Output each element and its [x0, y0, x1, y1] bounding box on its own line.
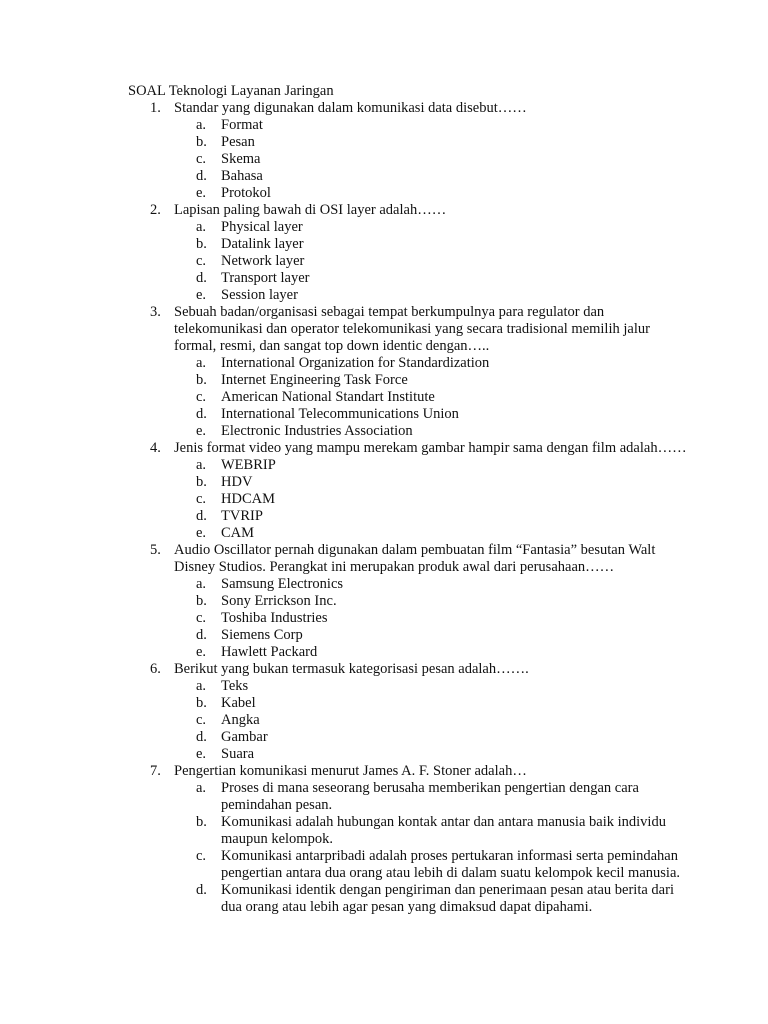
- option-text: Internet Engineering Task Force: [221, 372, 408, 388]
- question-item: [128, 542, 688, 661]
- answer-option: [174, 644, 688, 661]
- question-item: [128, 440, 688, 542]
- option-text: Pesan: [221, 134, 255, 150]
- answer-option: [174, 593, 688, 610]
- question-list: [128, 100, 688, 916]
- option-text: HDCAM: [221, 491, 275, 507]
- option-letter: b.: [196, 695, 207, 711]
- answer-option: [174, 525, 688, 542]
- answer-option: [174, 185, 688, 202]
- question-number: 2.: [150, 202, 161, 218]
- question-text: Sebuah badan/organisasi sebagai tempat berkumpulnya para regulator dan telekomunikasi dan operator telekomunikasi yang secara tradisional memilih jalur formal, resmi, dan sangat top down identic dengan…..: [174, 304, 650, 354]
- question-number: 5.: [150, 542, 161, 558]
- option-letter: e.: [196, 185, 207, 201]
- question-text: Berikut yang bukan termasuk kategorisasi pesan adalah…….: [174, 661, 529, 677]
- option-text: International Organization for Standardization: [221, 355, 490, 371]
- option-text: Komunikasi identik dengan pengiriman dan penerimaan pesan atau berita dari dua orang atau lebih agar pesan yang dimaksud dapat dipahami.: [221, 882, 674, 915]
- option-letter: a.: [196, 117, 207, 133]
- option-text: Kabel: [221, 695, 256, 711]
- option-text: Gambar: [221, 729, 268, 745]
- option-letter: c.: [196, 491, 207, 507]
- option-letter: d.: [196, 882, 207, 898]
- option-text: Format: [221, 117, 263, 133]
- option-letter: d.: [196, 168, 207, 184]
- answer-option: [174, 253, 688, 270]
- answer-option: [174, 423, 688, 440]
- option-letter: b.: [196, 814, 207, 830]
- answer-option: [174, 219, 688, 236]
- option-letter: b.: [196, 134, 207, 150]
- option-letter: a.: [196, 219, 207, 235]
- option-text: Skema: [221, 151, 261, 167]
- option-letter: b.: [196, 593, 207, 609]
- option-letter: d.: [196, 508, 207, 524]
- option-letter: a.: [196, 576, 207, 592]
- option-letter: a.: [196, 355, 207, 371]
- option-text: CAM: [221, 525, 255, 541]
- answer-option: [174, 372, 688, 389]
- answer-option: [174, 610, 688, 627]
- answer-options: [174, 576, 688, 661]
- answer-option: [174, 491, 688, 508]
- answer-option: [174, 848, 688, 882]
- option-letter: c.: [196, 610, 207, 626]
- option-text: Komunikasi adalah hubungan kontak antar dan antara manusia baik individu maupun kelompok.: [221, 814, 666, 847]
- answer-option: [174, 678, 688, 695]
- option-text: WEBRIP: [221, 457, 276, 473]
- answer-option: [174, 695, 688, 712]
- answer-option: [174, 882, 688, 916]
- answer-options: [174, 780, 688, 916]
- answer-option: [174, 287, 688, 304]
- question-number: 3.: [150, 304, 161, 320]
- option-text: Teks: [221, 678, 249, 694]
- option-letter: c.: [196, 389, 207, 405]
- option-letter: c.: [196, 712, 207, 728]
- option-text: Sony Errickson Inc.: [221, 593, 337, 609]
- option-text: Toshiba Industries: [221, 610, 328, 626]
- question-number: 7.: [150, 763, 161, 779]
- option-text: American National Standart Institute: [221, 389, 435, 405]
- answer-options: [174, 355, 688, 440]
- answer-option: [174, 151, 688, 168]
- answer-option: [174, 457, 688, 474]
- option-text: Datalink layer: [221, 236, 304, 252]
- answer-option: [174, 270, 688, 287]
- option-letter: b.: [196, 372, 207, 388]
- option-text: TVRIP: [221, 508, 263, 524]
- option-letter: b.: [196, 474, 207, 490]
- option-letter: a.: [196, 678, 207, 694]
- option-letter: e.: [196, 644, 207, 660]
- question-item: [128, 202, 688, 304]
- answer-option: [174, 406, 688, 423]
- question-text: Audio Oscillator pernah digunakan dalam pembuatan film “Fantasia” besutan Walt Disney Studios. Perangkat ini merupakan produk awal dari perusahaan……: [174, 542, 656, 575]
- option-letter: a.: [196, 780, 207, 796]
- answer-option: [174, 746, 688, 763]
- answer-option: [174, 117, 688, 134]
- question-number: 4.: [150, 440, 161, 456]
- option-letter: c.: [196, 848, 207, 864]
- answer-option: [174, 389, 688, 406]
- question-item: [128, 100, 688, 202]
- option-text: Network layer: [221, 253, 305, 269]
- option-letter: d.: [196, 406, 207, 422]
- answer-option: [174, 576, 688, 593]
- question-item: [128, 763, 688, 916]
- question-text: Pengertian komunikasi menurut James A. F. Stoner adalah…: [174, 763, 527, 779]
- option-text: Suara: [221, 746, 255, 762]
- answer-option: [174, 627, 688, 644]
- question-number: 1.: [150, 100, 161, 116]
- question-text: Lapisan paling bawah di OSI layer adalah……: [174, 202, 447, 218]
- answer-options: [174, 117, 688, 202]
- answer-option: [174, 508, 688, 525]
- answer-option: [174, 168, 688, 185]
- answer-option: [174, 355, 688, 372]
- option-letter: e.: [196, 287, 207, 303]
- option-text: Komunikasi antarpribadi adalah proses pertukaran informasi serta pemindahan pengertian antara dua orang atau lebih di dalam suatu kelompok kecil manusia.: [221, 848, 681, 881]
- option-letter: a.: [196, 457, 207, 473]
- option-text: Proses di mana seseorang berusaha memberikan pengertian dengan cara pemindahan pesan.: [221, 780, 639, 813]
- document-title: SOAL Teknologi Layanan Jaringan: [128, 83, 334, 99]
- option-text: Physical layer: [221, 219, 303, 235]
- question-text: Standar yang digunakan dalam komunikasi data disebut……: [174, 100, 527, 116]
- option-text: Bahasa: [221, 168, 263, 184]
- answer-option: [174, 814, 688, 848]
- option-text: Electronic Industries Association: [221, 423, 413, 439]
- option-letter: d.: [196, 729, 207, 745]
- question-number: 6.: [150, 661, 161, 677]
- option-text: Samsung Electronics: [221, 576, 344, 592]
- option-letter: e.: [196, 746, 207, 762]
- answer-options: [174, 457, 688, 542]
- option-text: HDV: [221, 474, 253, 490]
- answer-option: [174, 134, 688, 151]
- option-text: International Telecommunications Union: [221, 406, 459, 422]
- question-item: [128, 304, 688, 440]
- question-item: [128, 661, 688, 763]
- answer-options: [174, 219, 688, 304]
- answer-option: [174, 236, 688, 253]
- option-letter: b.: [196, 236, 207, 252]
- answer-option: [174, 780, 688, 814]
- answer-option: [174, 729, 688, 746]
- answer-option: [174, 712, 688, 729]
- option-letter: e.: [196, 423, 207, 439]
- option-text: Siemens Corp: [221, 627, 303, 643]
- option-text: Transport layer: [221, 270, 310, 286]
- option-letter: c.: [196, 151, 207, 167]
- option-letter: e.: [196, 525, 207, 541]
- option-text: Hawlett Packard: [221, 644, 318, 660]
- option-text: Protokol: [221, 185, 271, 201]
- option-text: Session layer: [221, 287, 298, 303]
- option-letter: d.: [196, 627, 207, 643]
- answer-option: [174, 474, 688, 491]
- answer-options: [174, 678, 688, 763]
- option-text: Angka: [221, 712, 260, 728]
- option-letter: d.: [196, 270, 207, 286]
- option-letter: c.: [196, 253, 207, 269]
- question-text: Jenis format video yang mampu merekam gambar hampir sama dengan film adalah……: [174, 440, 687, 456]
